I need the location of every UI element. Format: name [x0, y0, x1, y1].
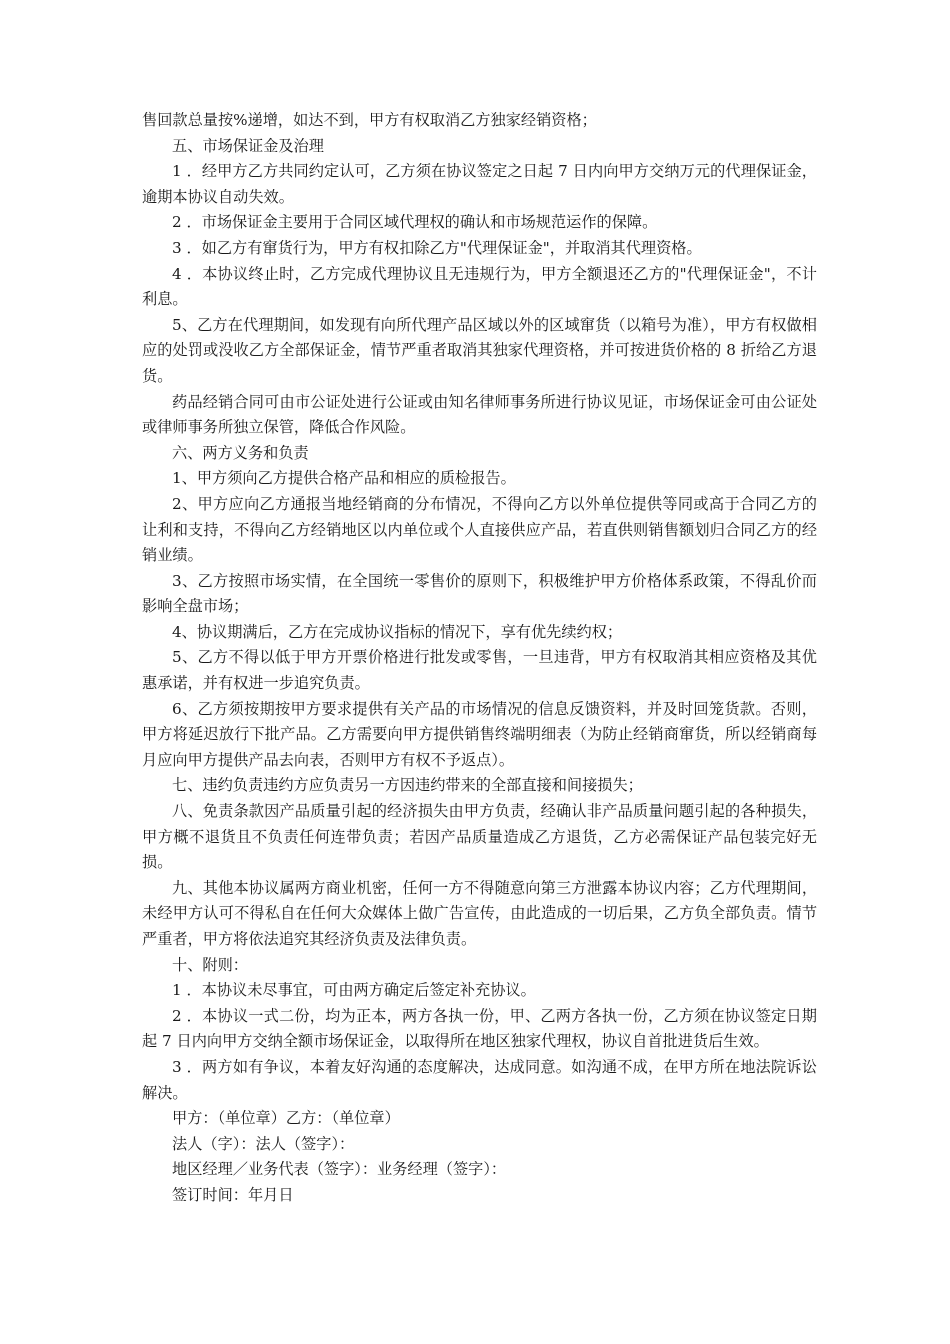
signature-legal: 法人（字）：法人（签字）： [172, 1134, 355, 1153]
section-heading-appendix: 十、附则： [172, 955, 248, 974]
signature-date: 签订时间：年月日 [172, 1185, 294, 1204]
clause-deposit-note: 药品经销合同可由市公证处进行公证或由知名律师事务所进行协议见证，市场保证金可由公证处或律师事务所独立保管，降低合作风险。 [142, 392, 817, 437]
clause-deposit-2: 2 ．市场保证金主要用于合同区域代理权的确认和市场规范运作的保障。 [172, 213, 658, 232]
clause-appendix-3: 3 ．两方如有争议，本着友好沟通的态度解决，达成同意。如沟通不成，在甲方所在地法院诉讼解决。 [142, 1057, 817, 1102]
document-page [142, 108, 817, 1209]
section-heading-deposit: 五、市场保证金及治理 [172, 136, 324, 155]
paragraph-continuation: 售回款总量按%递增，如达不到，甲方有权取消乙方独家经销资格； [142, 111, 597, 129]
clause-obligation-6: 6、乙方须按期按甲方要求提供有关产品的市场情况的信息反馈资料，并及时回笼货款。否则，甲方将延迟放行下批产品。乙方需要向甲方提供销售终端明细表（为防止经销商窜货，所以经销商每月应向甲方提供产品去向表，否则甲方有权不予返点）。 [142, 699, 817, 769]
signature-managers: 地区经理／业务代表（签字）：业务经理（签字）： [172, 1160, 507, 1179]
clause-deposit-5: 5、乙方在代理期间，如发现有向所代理产品区域以外的区域窜货（以箱号为准），甲方有权做相应的处罚或没收乙方全部保证金，情节严重者取消其独家代理资格，并可按进货价格的 8 折给乙方退货。 [142, 315, 817, 385]
signature-block [142, 1106, 817, 1208]
section-heading-exemption: 八、免责条款因产品质量引起的经济损失由甲方负责，经确认非产品质量问题引起的各种损失，甲方概不退货且不负责任何连带负责；若因产品质量造成乙方退货，乙方必需保证产品包装完好无损。 [142, 802, 817, 872]
clause-deposit-3: 3 ．如乙方有窜货行为，甲方有权扣除乙方"代理保证金"，并取消其代理资格。 [172, 238, 702, 257]
section-heading-obligations: 六、两方义务和负责 [172, 443, 309, 462]
clause-obligation-1: 1、甲方须向乙方提供合格产品和相应的质检报告。 [172, 469, 516, 488]
clause-appendix-1: 1 ．本协议未尽事宜，可由两方确定后签定补充协议。 [172, 981, 536, 1000]
clause-obligation-2: 2、甲方应向乙方通报当地经销商的分布情况，不得向乙方以外单位提供等同或高于合同乙方的让利和支持，不得向乙方经销地区以内单位或个人直接供应产品，若直供则销售额划归合同乙方的经销业绩。 [142, 494, 817, 565]
clause-obligation-3: 3、乙方按照市场实情，在全国统一零售价的原则下，积极维护甲方价格体系政策，不得乱价而影响全盘市场； [142, 571, 817, 616]
signature-parties: 甲方：（单位章）乙方：（单位章） [172, 1109, 400, 1128]
clause-deposit-4: 4 ．本协议终止时，乙方完成代理协议且无违规行为，甲方全额退还乙方的"代理保证金"，不计利息。 [142, 264, 817, 309]
contract-body [142, 108, 817, 1106]
section-heading-other: 九、其他本协议属两方商业机密，任何一方不得随意向第三方泄露本协议内容；乙方代理期间，未经甲方认可不得私自在任何大众媒体上做广告宣传，由此造成的一切后果，乙方负全部负责。情节严重者，甲方将依法追究其经济负责及法律负责。 [142, 878, 817, 948]
clause-deposit-1: 1 ．经甲方乙方共同约定认可，乙方须在协议签定之日起 7 日内向甲方交纳万元的代理保证金，逾期本协议自动失效。 [142, 162, 817, 206]
clause-obligation-4: 4、协议期满后，乙方在完成协议指标的情况下，享有优先续约权； [172, 622, 623, 641]
clause-obligation-5: 5、乙方不得以低于甲方开票价格进行批发或零售，一旦违背，甲方有权取消其相应资格及其优惠承诺，并有权进一步追究负责。 [142, 648, 817, 693]
clause-appendix-2: 2 ．本协议一式二份，均为正本，两方各执一份，甲、乙两方各执一份，乙方须在协议签定日期起 7 日内向甲方交纳全额市场保证金，以取得所在地区独家代理权，协议自首批进货后生效。 [142, 1006, 817, 1051]
section-heading-breach: 七、违约负责违约方应负责另一方因违约带来的全部直接和间接损失； [172, 776, 643, 795]
